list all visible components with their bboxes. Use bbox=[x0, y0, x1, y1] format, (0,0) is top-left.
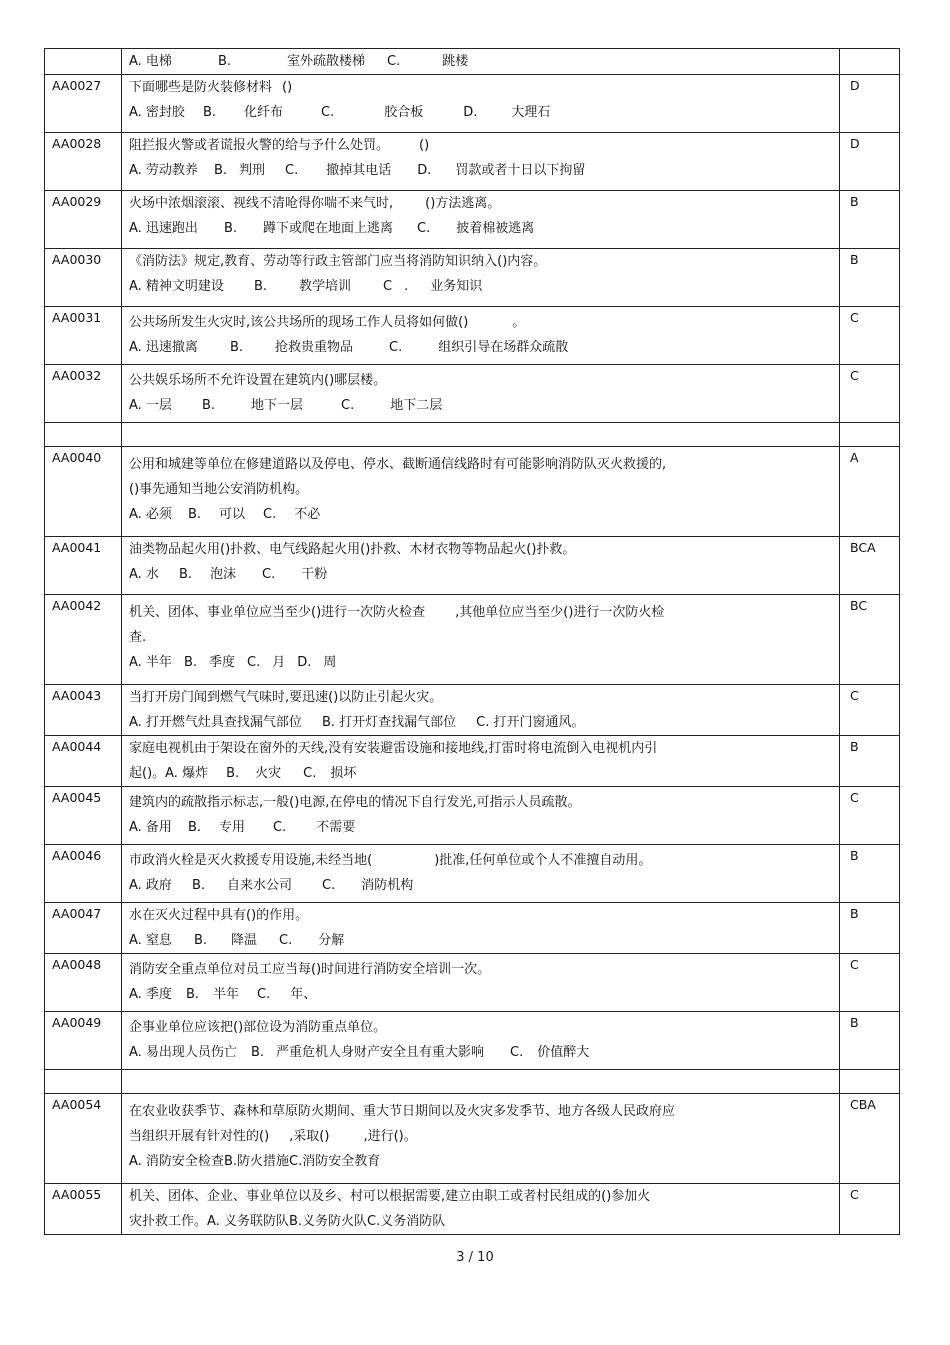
table-row bbox=[45, 1184, 900, 1235]
answer-option: 年、 bbox=[290, 987, 317, 1002]
question-line bbox=[129, 502, 833, 527]
answer-option: 损坏 bbox=[330, 766, 357, 781]
question-segment: 《消防法》规定,教育、劳动等行政主管部门应当将消防知识纳入()内容。 bbox=[129, 254, 547, 269]
question-id bbox=[45, 423, 122, 447]
question-line bbox=[129, 625, 833, 650]
question-id: AA0048 bbox=[45, 954, 122, 1012]
answer-option: B. bbox=[191, 878, 205, 893]
question-line bbox=[129, 848, 833, 873]
question-id: AA0040 bbox=[45, 447, 122, 537]
question-line bbox=[129, 191, 833, 216]
answer-key: B bbox=[840, 1012, 900, 1070]
question-id: AA0047 bbox=[45, 903, 122, 954]
question-segment: ()方法逃离。 bbox=[425, 196, 501, 211]
answer-option: 罚款或者十日以下拘留 bbox=[455, 163, 586, 178]
table-row bbox=[45, 1012, 900, 1070]
question-segment: ,采取() bbox=[289, 1129, 330, 1144]
answer-option: A. 季度 bbox=[129, 987, 172, 1002]
question-line bbox=[129, 928, 833, 953]
answer-option: C. bbox=[389, 340, 403, 355]
answer-option: 半年 bbox=[213, 987, 240, 1002]
question-line bbox=[129, 158, 833, 183]
answer-key: C bbox=[840, 954, 900, 1012]
table-row bbox=[45, 423, 900, 447]
question-segment: ,其他单位应当至少()进行一次防火检 bbox=[455, 605, 665, 620]
answer-option: B. bbox=[193, 933, 207, 948]
answer-option: A. 水 bbox=[129, 567, 159, 582]
question-line bbox=[129, 335, 833, 360]
answer-option: A. 迅速撤离 bbox=[129, 340, 198, 355]
answer-option: C. bbox=[322, 878, 336, 893]
answer-option: A. 义务联防队 bbox=[207, 1214, 289, 1229]
answer-option: 义务防火队 bbox=[302, 1214, 368, 1229]
question-segment: 建筑内的疏散指示标志,一般()电源,在停电的情况下自行发光,可指示人员疏散。 bbox=[129, 795, 581, 810]
answer-option: B. bbox=[187, 507, 201, 522]
answer-option: 火灾 bbox=[255, 766, 282, 781]
question-line bbox=[129, 310, 833, 335]
answer-option: 降温 bbox=[231, 933, 258, 948]
answer-option: 起()。A. 爆炸 bbox=[129, 766, 209, 781]
answer-key: B bbox=[840, 903, 900, 954]
answer-option: A. 消防安全检查 bbox=[129, 1154, 224, 1169]
question-segment: 消防安全重点单位对员工应当每()时间进行消防安全培训一次。 bbox=[129, 962, 491, 977]
question-segment: 阻拦报火警或者谎报火警的给与予什么处罚。 bbox=[129, 138, 390, 153]
question-text bbox=[122, 845, 840, 903]
question-line bbox=[129, 790, 833, 815]
answer-option: B. bbox=[213, 163, 227, 178]
answer-option: C. bbox=[341, 398, 355, 413]
question-segment: 在农业收获季节、森林和草原防火期间、重大节日期间以及火灾多发季节、地方各级人民政府应 bbox=[129, 1104, 676, 1119]
question-line bbox=[129, 452, 833, 477]
answer-option: 披着棉被逃离 bbox=[456, 221, 535, 236]
answer-key: C bbox=[840, 787, 900, 845]
answer-option: B. bbox=[202, 105, 216, 120]
question-text bbox=[122, 903, 840, 954]
answer-key: A bbox=[840, 447, 900, 537]
question-line bbox=[129, 710, 833, 735]
question-text bbox=[122, 685, 840, 736]
table-row bbox=[45, 49, 900, 75]
question-line bbox=[129, 274, 833, 299]
answer-option: 季度 bbox=[209, 655, 236, 670]
question-segment: )批准,任何单位或个人不准擅自动用。 bbox=[434, 853, 652, 868]
question-line bbox=[129, 761, 833, 786]
answer-key bbox=[840, 49, 900, 75]
answer-option: A. 必须 bbox=[129, 507, 172, 522]
answer-option: B. 打开灯查找漏气部位 bbox=[321, 715, 457, 730]
answer-option: A. 政府 bbox=[129, 878, 172, 893]
question-text bbox=[122, 1184, 840, 1235]
answer-option: B. bbox=[223, 1154, 237, 1169]
answer-option: 地下一层 bbox=[251, 398, 304, 413]
question-line bbox=[129, 100, 833, 125]
question-id: AA0045 bbox=[45, 787, 122, 845]
page-number: 3 / 10 bbox=[456, 1250, 494, 1265]
table-row bbox=[45, 191, 900, 249]
question-segment: 公共娱乐场所不允许设置在建筑内()哪层楼。 bbox=[129, 373, 387, 388]
question-text bbox=[122, 1070, 840, 1094]
question-segment: B. bbox=[217, 54, 231, 69]
answer-option: A. 易出现人员伤亡 bbox=[129, 1045, 237, 1060]
question-segment: () bbox=[282, 80, 293, 95]
answer-option: C. bbox=[262, 567, 276, 582]
answer-option: 蹲下或爬在地面上逃离 bbox=[263, 221, 394, 236]
question-text bbox=[122, 595, 840, 685]
answer-option: A. 打开燃气灶具查找漏气部位 bbox=[129, 715, 302, 730]
question-segment: 水在灭火过程中具有()的作用。 bbox=[129, 908, 309, 923]
question-id: AA0043 bbox=[45, 685, 122, 736]
answer-option: A. 一层 bbox=[129, 398, 172, 413]
question-line bbox=[129, 537, 833, 562]
question-text bbox=[122, 133, 840, 191]
answer-option: B. bbox=[185, 987, 199, 1002]
answer-option: 不必 bbox=[294, 507, 321, 522]
question-text bbox=[122, 447, 840, 537]
table-row bbox=[45, 133, 900, 191]
answer-option: 防火措施 bbox=[237, 1154, 290, 1169]
question-id: AA0032 bbox=[45, 365, 122, 423]
answer-option: C. bbox=[510, 1045, 524, 1060]
table-row bbox=[45, 307, 900, 365]
question-line bbox=[129, 49, 833, 74]
answer-key bbox=[840, 423, 900, 447]
answer-option: 专用 bbox=[219, 820, 246, 835]
question-segment: 家庭电视机由于架设在窗外的天线,没有安装避雷设施和接地线,打雷时将电流倒入电视机内引 bbox=[129, 741, 658, 756]
question-text bbox=[122, 537, 840, 595]
question-text bbox=[122, 736, 840, 787]
question-text bbox=[122, 423, 840, 447]
question-line bbox=[129, 685, 833, 710]
table-row bbox=[45, 537, 900, 595]
answer-option: 抢救贵重物品 bbox=[275, 340, 354, 355]
answer-option: B. bbox=[229, 340, 243, 355]
answer-option: A. 密封胶 bbox=[129, 105, 185, 120]
answer-option: D. bbox=[297, 655, 312, 670]
answer-option: 周 bbox=[323, 655, 337, 670]
answer-option: 月 bbox=[272, 655, 286, 670]
answer-key: B bbox=[840, 736, 900, 787]
question-segment: () bbox=[419, 138, 430, 153]
question-line bbox=[129, 957, 833, 982]
question-text bbox=[122, 787, 840, 845]
question-segment: 查. bbox=[129, 630, 147, 645]
question-line bbox=[129, 873, 833, 898]
question-id bbox=[45, 1070, 122, 1094]
answer-option: 化纤布 bbox=[244, 105, 284, 120]
answer-option: C. bbox=[279, 933, 293, 948]
question-line bbox=[129, 1124, 833, 1149]
question-text bbox=[122, 191, 840, 249]
answer-option: D. bbox=[463, 105, 478, 120]
question-id: AA0049 bbox=[45, 1012, 122, 1070]
question-segment: 火场中浓烟滚滚、视线不清呛得你喘不来气时, bbox=[129, 196, 394, 211]
answer-option: B. bbox=[178, 567, 192, 582]
question-id: AA0055 bbox=[45, 1184, 122, 1235]
answer-option: 灾扑救工作。 bbox=[129, 1214, 208, 1229]
table-row bbox=[45, 787, 900, 845]
question-text bbox=[122, 249, 840, 307]
question-line bbox=[129, 736, 833, 761]
answer-option: A. 劳动教养 bbox=[129, 163, 198, 178]
answer-option: B. bbox=[253, 279, 267, 294]
answer-option: B. bbox=[226, 766, 240, 781]
answer-option: A. 备用 bbox=[129, 820, 172, 835]
question-segment: ()事先通知当地公安消防机构。 bbox=[129, 482, 309, 497]
question-text bbox=[122, 1094, 840, 1184]
question-line bbox=[129, 650, 833, 675]
question-segment: 机关、团体、事业单位应当至少()进行一次防火检查 bbox=[129, 605, 426, 620]
table-row bbox=[45, 1094, 900, 1184]
question-line bbox=[129, 562, 833, 587]
question-id: AA0030 bbox=[45, 249, 122, 307]
answer-option: . bbox=[404, 279, 409, 294]
question-line bbox=[129, 903, 833, 928]
question-line bbox=[129, 1015, 833, 1040]
question-line bbox=[129, 1209, 833, 1234]
question-line bbox=[129, 1184, 833, 1209]
table-row bbox=[45, 75, 900, 133]
table-row bbox=[45, 595, 900, 685]
question-segment: 公共场所发生火灾时,该公共场所的现场工作人员将如何做() bbox=[129, 315, 469, 330]
question-id bbox=[45, 49, 122, 75]
question-line bbox=[129, 982, 833, 1007]
table-row bbox=[45, 1070, 900, 1094]
question-id: AA0042 bbox=[45, 595, 122, 685]
question-segment: ,进行()。 bbox=[363, 1129, 417, 1144]
question-text bbox=[122, 49, 840, 75]
answer-option: 消防安全教育 bbox=[302, 1154, 381, 1169]
answer-option: 干粉 bbox=[301, 567, 328, 582]
answer-key: B bbox=[840, 191, 900, 249]
table-row bbox=[45, 954, 900, 1012]
question-id: AA0028 bbox=[45, 133, 122, 191]
answer-option: C. bbox=[263, 507, 277, 522]
question-line bbox=[129, 75, 833, 100]
question-text bbox=[122, 75, 840, 133]
question-segment: C. bbox=[387, 54, 401, 69]
question-id: AA0027 bbox=[45, 75, 122, 133]
answer-option: C. bbox=[285, 163, 299, 178]
table-row bbox=[45, 365, 900, 423]
table-row bbox=[45, 903, 900, 954]
answer-option: A. 窒息 bbox=[129, 933, 172, 948]
question-line bbox=[129, 368, 833, 393]
question-id: AA0054 bbox=[45, 1094, 122, 1184]
answer-option: 撤掉其电话 bbox=[326, 163, 392, 178]
question-segment: 室外疏散楼梯 bbox=[287, 54, 366, 69]
question-segment: 下面哪些是防火装修材料 bbox=[129, 80, 273, 95]
answer-option: 义务消防队 bbox=[380, 1214, 446, 1229]
question-line bbox=[129, 133, 833, 158]
answer-key: C bbox=[840, 307, 900, 365]
question-line bbox=[129, 249, 833, 274]
question-segment: 。 bbox=[512, 315, 526, 330]
question-line bbox=[129, 1040, 833, 1065]
question-line bbox=[129, 1149, 833, 1174]
answer-key bbox=[840, 1070, 900, 1094]
answer-option: A. 迅速跑出 bbox=[129, 221, 198, 236]
answer-option: C. bbox=[247, 655, 261, 670]
answer-option: 地下二层 bbox=[390, 398, 443, 413]
question-line bbox=[129, 815, 833, 840]
question-segment: 公用和城建等单位在修建道路以及停电、停水、截断通信线路时有可能影响消防队灭火救援的, bbox=[129, 457, 667, 472]
answer-option: 胶合板 bbox=[384, 105, 424, 120]
question-line bbox=[129, 600, 833, 625]
answer-option: 判刑 bbox=[239, 163, 266, 178]
question-line bbox=[129, 393, 833, 418]
answer-option: 不需要 bbox=[316, 820, 356, 835]
question-line bbox=[129, 216, 833, 241]
answer-option: D. bbox=[417, 163, 432, 178]
answer-key: B bbox=[840, 845, 900, 903]
answer-option: A. 精神文明建设 bbox=[129, 279, 224, 294]
question-segment: 当打开房门闻到燃气气味时,要迅速()以防止引起火灾。 bbox=[129, 690, 443, 705]
answer-option: 泡沫 bbox=[210, 567, 237, 582]
answer-option: C. bbox=[303, 766, 317, 781]
answer-option: C. bbox=[289, 1154, 303, 1169]
question-segment: 跳楼 bbox=[442, 54, 469, 69]
answer-option: C. bbox=[321, 105, 335, 120]
answer-option: B. bbox=[250, 1045, 264, 1060]
answer-option: B. bbox=[201, 398, 215, 413]
question-text bbox=[122, 365, 840, 423]
answer-key: BC bbox=[840, 595, 900, 685]
answer-option: 分解 bbox=[318, 933, 345, 948]
answer-key: B bbox=[840, 249, 900, 307]
answer-option: C. bbox=[367, 1214, 381, 1229]
question-id: AA0046 bbox=[45, 845, 122, 903]
answer-option: C. bbox=[417, 221, 431, 236]
table-row bbox=[45, 685, 900, 736]
question-segment: 当组织开展有针对性的() bbox=[129, 1129, 270, 1144]
question-text bbox=[122, 954, 840, 1012]
question-segment: A. 电梯 bbox=[129, 54, 172, 69]
answer-option: B. bbox=[223, 221, 237, 236]
question-segment: 机关、团体、企业、事业单位以及乡、村可以根据需要,建立由职工或者村民组成的()参加火 bbox=[129, 1189, 651, 1204]
answer-option: 教学培训 bbox=[299, 279, 352, 294]
question-id: AA0031 bbox=[45, 307, 122, 365]
question-text bbox=[122, 1012, 840, 1070]
answer-option: 消防机构 bbox=[361, 878, 414, 893]
answer-key: D bbox=[840, 133, 900, 191]
question-segment: 油类物品起火用()扑救、电气线路起火用()扑救、木材衣物等物品起火()扑救。 bbox=[129, 542, 576, 557]
answer-option: 价值醉大 bbox=[537, 1045, 590, 1060]
question-id: AA0041 bbox=[45, 537, 122, 595]
table-row bbox=[45, 249, 900, 307]
question-text bbox=[122, 307, 840, 365]
answer-option: B. bbox=[183, 655, 197, 670]
answer-option: 自来水公司 bbox=[227, 878, 293, 893]
answer-option: B. bbox=[288, 1214, 303, 1229]
answer-key: D bbox=[840, 75, 900, 133]
answer-option: C. bbox=[257, 987, 271, 1002]
question-table bbox=[44, 48, 900, 1235]
answer-option: 可以 bbox=[219, 507, 246, 522]
answer-key: C bbox=[840, 685, 900, 736]
answer-key: C bbox=[840, 1184, 900, 1235]
answer-option: A. 半年 bbox=[129, 655, 172, 670]
question-segment: 企事业单位应该把()部位设为消防重点单位。 bbox=[129, 1020, 387, 1035]
answer-option: B. bbox=[187, 820, 201, 835]
answer-option: 大理石 bbox=[511, 105, 551, 120]
question-id: AA0029 bbox=[45, 191, 122, 249]
table-row bbox=[45, 447, 900, 537]
question-line bbox=[129, 1099, 833, 1124]
question-line bbox=[129, 477, 833, 502]
answer-key: CBA bbox=[840, 1094, 900, 1184]
answer-option: 严重危机人身财产安全且有重大影响 bbox=[276, 1045, 485, 1060]
answer-option: C. bbox=[273, 820, 287, 835]
answer-option: C bbox=[383, 279, 393, 294]
answer-key: C bbox=[840, 365, 900, 423]
table-row bbox=[45, 736, 900, 787]
question-id: AA0044 bbox=[45, 736, 122, 787]
answer-option: 业务知识 bbox=[430, 279, 483, 294]
question-segment: 市政消火栓是灭火救援专用设施,未经当地( bbox=[129, 853, 373, 868]
answer-key: BCA bbox=[840, 537, 900, 595]
table-row bbox=[45, 845, 900, 903]
answer-option: 组织引导在场群众疏散 bbox=[438, 340, 569, 355]
answer-option: C. 打开门窗通风。 bbox=[476, 715, 585, 730]
